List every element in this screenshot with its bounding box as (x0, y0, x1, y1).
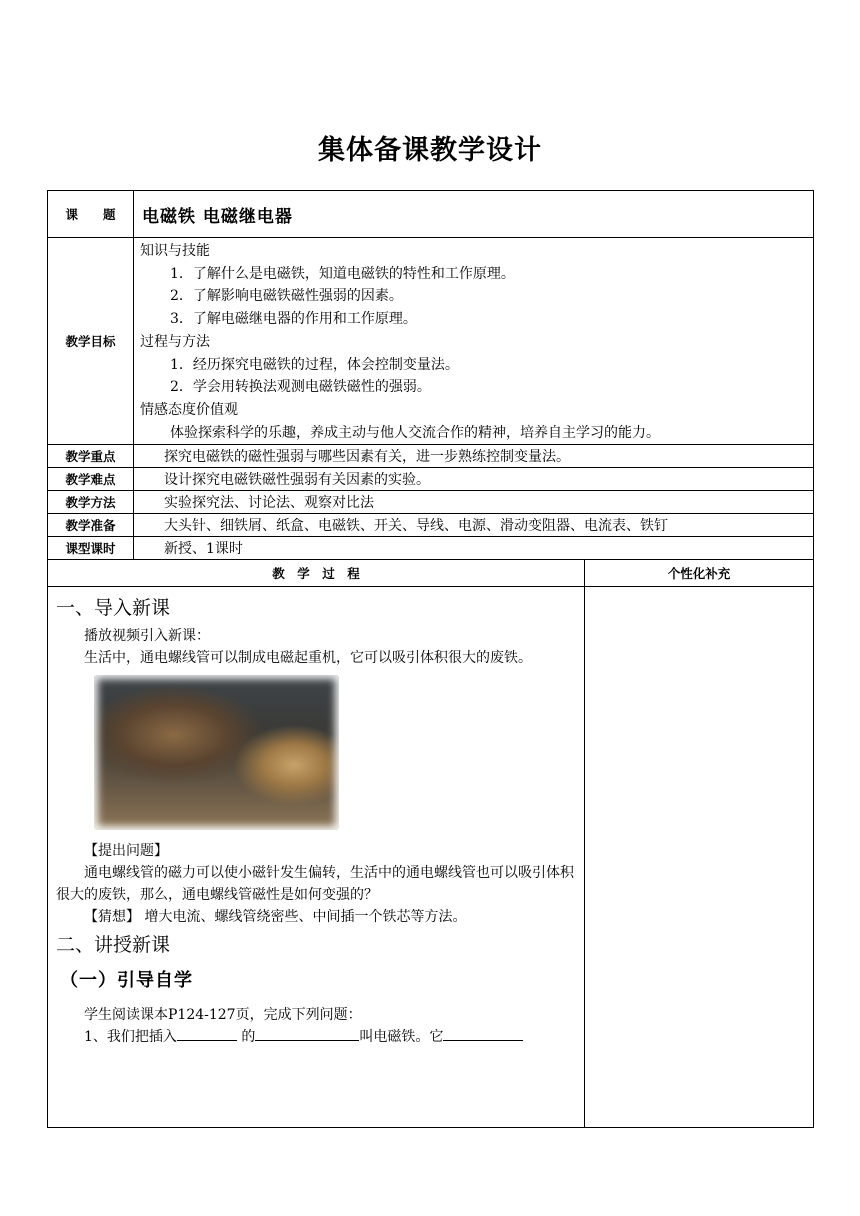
objective-item: 2．学会用转换法观测电磁铁磁性的强弱。 (170, 379, 431, 396)
paragraph: 通电螺线管的磁力可以使小磁针发生偏转，生活中的通电螺线管也可以吸引体积很大的废铁，那么，通电螺线管磁性是如何变强的？ (56, 865, 574, 904)
supplement-content[interactable] (585, 587, 814, 1128)
row-process-header (48, 560, 814, 587)
paragraph: 学生阅读课本P124-127页，完成下列问题： (84, 1007, 362, 1024)
supplement-header: 个性化补充 (585, 560, 814, 587)
row-lesson-type (48, 537, 814, 560)
prep-value: 大头针、细铁屑、纸盒、电磁铁、开关、导线、电源、滑动变阻器、电流表、铁钉 (134, 514, 814, 537)
objective-item: 1．了解什么是电磁铁，知道电磁铁的特性和工作原理。 (170, 265, 515, 282)
row-prep (48, 514, 814, 537)
row-method (48, 491, 814, 514)
method-value: 实验探究法、讨论法、观察对比法 (134, 491, 814, 514)
prep-label: 教学准备 (48, 514, 134, 537)
objective-heading-attitude: 情感态度价值观 (140, 401, 238, 418)
paragraph: 生活中，通电螺线管可以制成电磁起重机，它可以吸引体积很大的废铁。 (84, 650, 532, 667)
electromagnetic-crane-photo (94, 675, 339, 830)
objective-item: 1．经历探究电磁铁的过程，体会控制变量法。 (170, 356, 459, 373)
lesson-plan-table (47, 190, 814, 1128)
process-content (48, 587, 585, 1128)
section-intro-title: 一、导入新课 (56, 597, 171, 620)
section-teach-title: 二、讲授新课 (56, 934, 171, 957)
row-difficulty (48, 468, 814, 491)
objective-heading-process: 过程与方法 (140, 333, 210, 350)
guess-paragraph: 【猜想】 增大电流、螺线管绕密些、中间插一个铁芯等方法。 (84, 909, 467, 926)
subsection-self-study-title: （一）引导自学 (60, 970, 193, 992)
difficulty-label: 教学难点 (48, 468, 134, 491)
objective-item: 2．了解影响电磁铁磁性强弱的因素。 (170, 288, 403, 305)
key-point-value: 探究电磁铁的磁性强弱与哪些因素有关，进一步熟练控制变量法。 (134, 445, 814, 468)
question-label: 【提出问题】 (84, 843, 168, 860)
objective-item: 体验探索科学的乐趣，养成主动与他人交流合作的精神，培养自主学习的能力。 (170, 424, 660, 441)
answer-blank[interactable] (177, 1026, 237, 1041)
lesson-type-label: 课型课时 (48, 537, 134, 560)
fill-in-question: 1、我们把插入 的 叫电磁铁。它 (56, 1026, 576, 1048)
difficulty-value: 设计探究电磁铁磁性强弱有关因素的实验。 (134, 468, 814, 491)
objective-item: 3．了解电磁继电器的作用和工作原理。 (170, 311, 417, 328)
lesson-type-value: 新授、1课时 (134, 537, 814, 560)
objective-heading-knowledge: 知识与技能 (140, 243, 210, 259)
topic-value: 电磁铁 电磁继电器 (134, 191, 814, 238)
answer-blank[interactable] (255, 1026, 359, 1041)
row-key-point (48, 445, 814, 468)
row-topic (48, 191, 814, 238)
method-label: 教学方法 (48, 491, 134, 514)
key-point-label: 教学重点 (48, 445, 134, 468)
process-header: 教 学 过 程 (48, 560, 585, 587)
page-title: 集体备课教学设计 (318, 135, 542, 166)
paragraph: 播放视频引入新课： (84, 628, 210, 645)
answer-blank[interactable] (443, 1026, 523, 1041)
topic-label: 课 题 (48, 191, 134, 238)
objectives-label: 教学目标 (48, 238, 134, 445)
row-process-body (48, 587, 814, 1128)
objectives-content (134, 238, 814, 445)
row-objectives (48, 238, 814, 445)
